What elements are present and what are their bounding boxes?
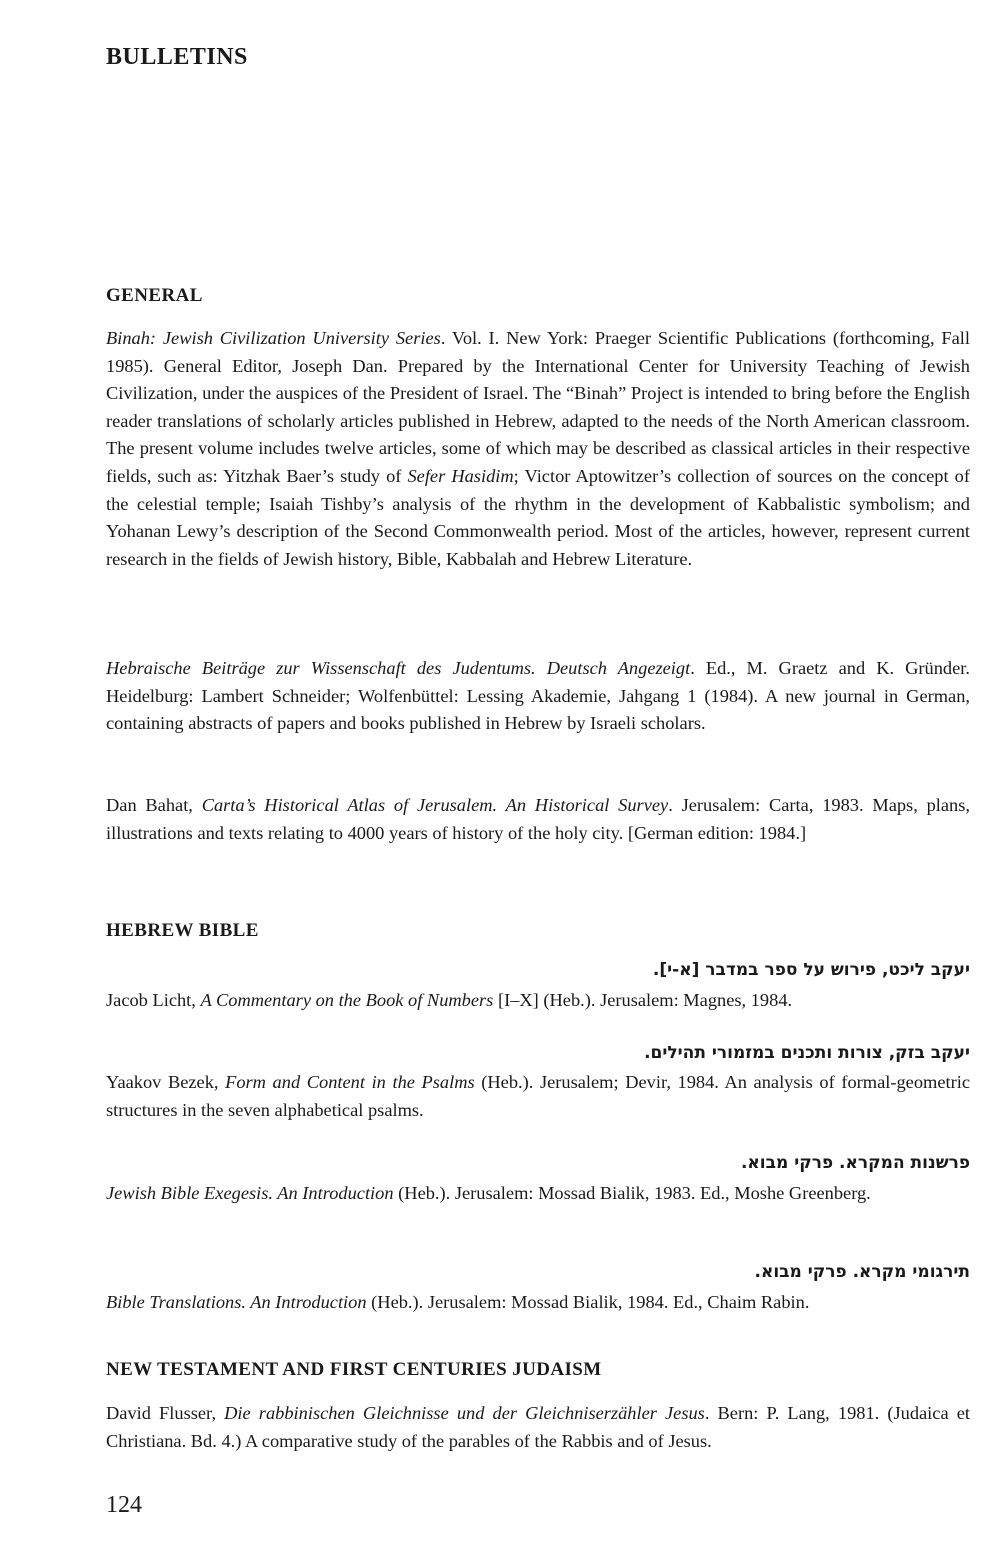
hebrew-title-bezek: יעקב בזק, צורות ותכנים במזמורי תהילים.: [644, 1043, 970, 1063]
page-number: 124: [106, 1492, 142, 1518]
hebrew-title-translations: תירגומי מקרא. פרקי מבוא.: [754, 1262, 970, 1282]
entry-text: . Bern: P. Lang, 1981. (Judaica et Christiana. Bd. 4.) A comparative study of the parables of the Rabbis and of Jesus.: [106, 1403, 970, 1451]
entry-title: Binah: Jewish Civilization University Series: [106, 328, 441, 348]
bib-entry-binah: [106, 325, 970, 573]
running-title: BULLETINS: [106, 44, 248, 70]
entry-title: Hebraische Beiträge zur Wissenschaft des Judentums. Deutsch Angezeigt: [106, 658, 691, 678]
entry-author: Dan Bahat,: [106, 795, 202, 815]
entry-text: [I–X] (Heb.). Jerusalem: Magnes, 1984.: [493, 990, 793, 1010]
entry-text: . Vol. I. New York: Praeger Scientific Publications (forthcoming, Fall 1985). General Editor, Joseph Dan. Prepared by the International Center for University Teaching of Jewish Civilization, under the auspices of the President of Israel. The “Binah” Project is intended to bring before the English reader translations of scholarly articles published in Hebrew, adapted to the needs of the North American classroom. The present volume includes twelve articles, some of which may be described as classical articles in their respective fields, such as: Yitzhak Baer’s study of: [106, 328, 970, 486]
entry-text-continued: ; Victor Aptowitzer’s collection of sources on the concept of the celestial temple; Isaiah Tishby’s analysis of the rhythm in the development of Kabbalistic symbolism; and Yohanan Lewy’s description of the Second Commonwealth period. Most of the articles, however, represent current research in the fields of Jewish history, Bible, Kabbalah and Hebrew Literature.: [106, 465, 971, 569]
bib-entry-flusser: [106, 1400, 970, 1455]
entry-text: (Heb.). Jerusalem; Devir, 1984. An analysis of formal-geometric structures in the seven alphabetical psalms.: [106, 1072, 970, 1120]
hebrew-title-exegesis: פרשנות המקרא. פרקי מבוא.: [740, 1153, 970, 1173]
section-heading-hebrew-bible: HEBREW BIBLE: [106, 920, 259, 941]
hebrew-title-licht: יעקב ליכט, פירוש על ספר במדבר [א-י].: [652, 960, 970, 980]
entry-title-secondary: Sefer Hasidim: [407, 465, 514, 486]
section-heading-general: GENERAL: [106, 285, 203, 306]
entry-title: Bible Translations. An Introduction: [106, 1292, 367, 1312]
bib-entry-translations: [106, 1289, 970, 1317]
entry-title: Carta’s Historical Atlas of Jerusalem. An Historical Survey: [201, 795, 669, 815]
entry-text: (Heb.). Jerusalem: Mossad Bialik, 1983. Ed., Moshe Greenberg.: [393, 1183, 871, 1203]
entry-title: Form and Content in the Psalms: [225, 1072, 475, 1092]
bib-entry-hebraische-beitrage: [106, 655, 970, 738]
entry-title: Jewish Bible Exegesis. An Introduction: [106, 1183, 394, 1203]
entry-author: Jacob Licht,: [106, 990, 201, 1010]
entry-author: Yaakov Bezek,: [106, 1072, 226, 1092]
section-heading-new-testament: NEW TESTAMENT AND FIRST CENTURIES JUDAISM: [106, 1359, 602, 1380]
entry-title: Die rabbinischen Gleichnisse und der Gleichniserzähler Jesus: [224, 1403, 705, 1423]
entry-text: (Heb.). Jerusalem: Mossad Bialik, 1984. Ed., Chaim Rabin.: [366, 1292, 810, 1312]
entry-author: David Flusser,: [106, 1403, 225, 1423]
entry-title: A Commentary on the Book of Numbers: [200, 990, 494, 1010]
bib-entry-bezek: [106, 1069, 970, 1124]
entry-text: . Ed., M. Graetz and K. Gründer. Heidelburg: Lambert Schneider; Wolfenbüttel: Lessing Akademie, Jahgang 1 (1984). A new journal in German, containing abstracts of papers and books published in Hebrew by Israeli scholars.: [106, 658, 970, 734]
bib-entry-licht: [106, 987, 970, 1015]
entry-text: . Jerusalem: Carta, 1983. Maps, plans, illustrations and texts relating to 4000 years of history of the holy city. [German edition: 1984.]: [106, 795, 970, 843]
bib-entry-exegesis: [106, 1180, 970, 1208]
bib-entry-cartas-atlas: [106, 792, 970, 847]
